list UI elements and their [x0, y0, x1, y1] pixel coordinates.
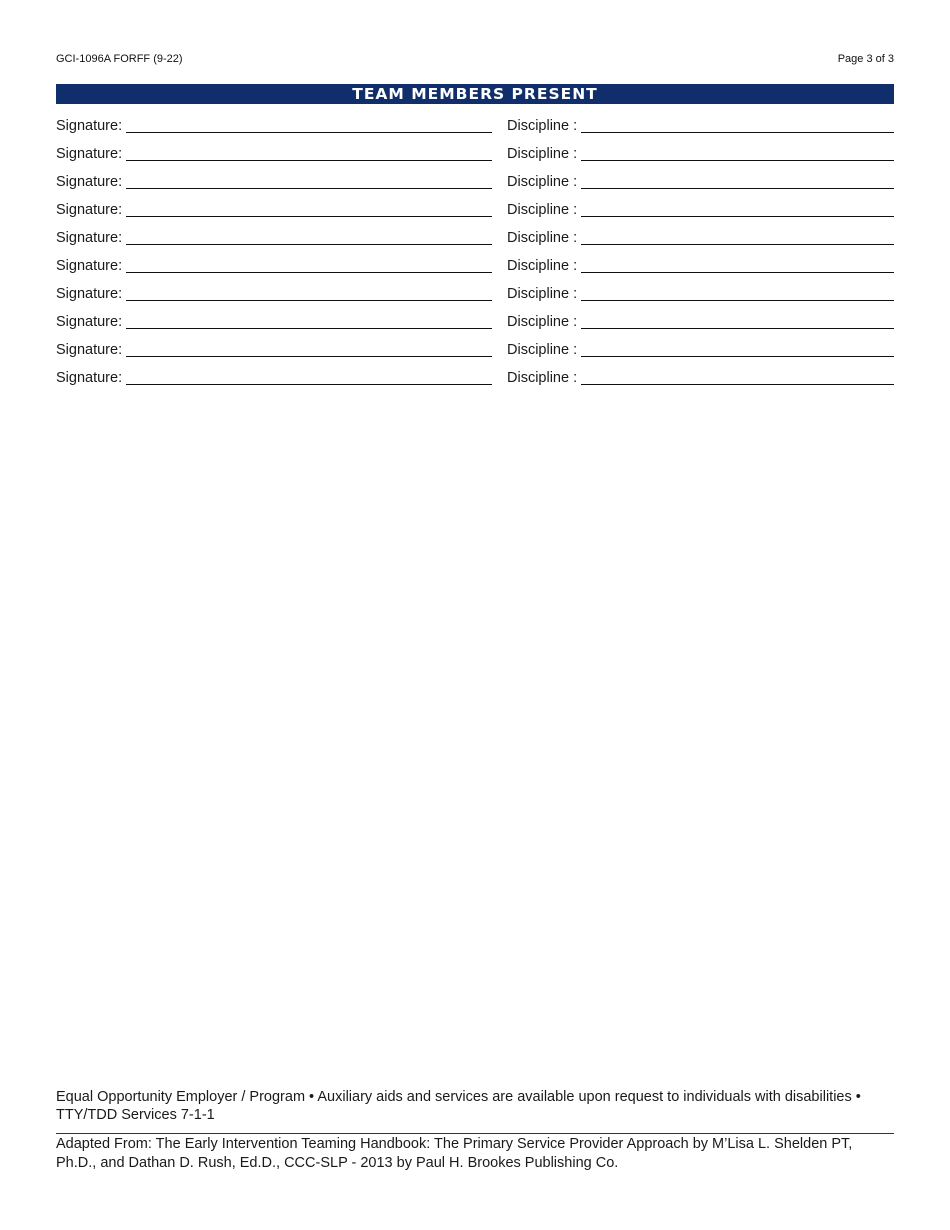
discipline-line[interactable] — [581, 215, 894, 217]
signature-line[interactable] — [126, 355, 492, 357]
discipline-cell — [507, 308, 894, 336]
team-member-row — [56, 336, 894, 364]
discipline-label: Discipline : — [507, 146, 578, 162]
discipline-label: Discipline : — [507, 342, 578, 358]
team-member-row — [56, 224, 894, 252]
team-member-row — [56, 308, 894, 336]
signature-label: Signature: — [56, 202, 123, 218]
signature-cell — [56, 336, 492, 364]
discipline-label: Discipline : — [507, 118, 578, 134]
discipline-cell — [507, 252, 894, 280]
signature-line[interactable] — [126, 327, 492, 329]
discipline-label: Discipline : — [507, 370, 578, 386]
signature-label: Signature: — [56, 230, 123, 246]
discipline-cell — [507, 196, 894, 224]
discipline-line[interactable] — [581, 131, 894, 133]
signature-line[interactable] — [126, 187, 492, 189]
page-number: Page 3 of 3 — [837, 53, 894, 65]
signature-line[interactable] — [126, 271, 492, 273]
equal-opportunity-notice: Equal Opportunity Employer / Program • Auxiliary aids and services are available upon request to individuals with disabilities • TTY/TDD Services 7-1-1 — [56, 1089, 861, 1123]
discipline-line[interactable] — [581, 271, 894, 273]
discipline-cell — [507, 336, 894, 364]
signature-line[interactable] — [126, 383, 492, 385]
section-banner: TEAM MEMBERS PRESENT — [56, 84, 894, 104]
discipline-line[interactable] — [581, 187, 894, 189]
discipline-line[interactable] — [581, 383, 894, 385]
team-member-row — [56, 364, 894, 392]
signature-label: Signature: — [56, 146, 123, 162]
team-member-row — [56, 280, 894, 308]
signature-label: Signature: — [56, 174, 123, 190]
discipline-line[interactable] — [581, 159, 894, 161]
signature-line[interactable] — [126, 243, 492, 245]
signature-line[interactable] — [126, 159, 492, 161]
team-member-row — [56, 252, 894, 280]
discipline-line[interactable] — [581, 327, 894, 329]
team-members-list — [56, 112, 894, 392]
discipline-label: Discipline : — [507, 230, 578, 246]
signature-cell — [56, 112, 492, 140]
signature-label: Signature: — [56, 314, 123, 330]
discipline-cell — [507, 112, 894, 140]
discipline-cell — [507, 280, 894, 308]
discipline-label: Discipline : — [507, 314, 578, 330]
signature-label: Signature: — [56, 286, 123, 302]
discipline-cell — [507, 364, 894, 392]
discipline-label: Discipline : — [507, 174, 578, 190]
discipline-label: Discipline : — [507, 202, 578, 218]
signature-cell — [56, 168, 492, 196]
discipline-label: Discipline : — [507, 286, 578, 302]
signature-cell — [56, 140, 492, 168]
signature-label: Signature: — [56, 342, 123, 358]
discipline-line[interactable] — [581, 355, 894, 357]
signature-cell — [56, 280, 492, 308]
signature-cell — [56, 252, 492, 280]
team-member-row — [56, 112, 894, 140]
team-member-row — [56, 168, 894, 196]
discipline-cell — [507, 168, 894, 196]
discipline-cell — [507, 140, 894, 168]
signature-cell — [56, 196, 492, 224]
signature-label: Signature: — [56, 370, 123, 386]
signature-line[interactable] — [126, 299, 492, 301]
form-id: GCI-1096A FORFF (9-22) — [56, 53, 183, 65]
signature-cell — [56, 224, 492, 252]
signature-label: Signature: — [56, 258, 123, 274]
signature-cell — [56, 308, 492, 336]
signature-line[interactable] — [126, 215, 492, 217]
footer-divider — [56, 1133, 894, 1134]
team-member-row — [56, 196, 894, 224]
discipline-cell — [507, 224, 894, 252]
signature-label: Signature: — [56, 118, 123, 134]
signature-line[interactable] — [126, 131, 492, 133]
team-member-row — [56, 140, 894, 168]
discipline-line[interactable] — [581, 243, 894, 245]
attribution-notice: Adapted From: The Early Intervention Teaming Handbook: The Primary Service Provider Approach by M’Lisa L. Shelden PT, Ph.D., and Dathan D. Rush, Ed.D., CCC-SLP - 2013 by Paul H. Brookes Publishing Co. — [56, 1136, 853, 1171]
discipline-label: Discipline : — [507, 258, 578, 274]
discipline-line[interactable] — [581, 299, 894, 301]
signature-cell — [56, 364, 492, 392]
